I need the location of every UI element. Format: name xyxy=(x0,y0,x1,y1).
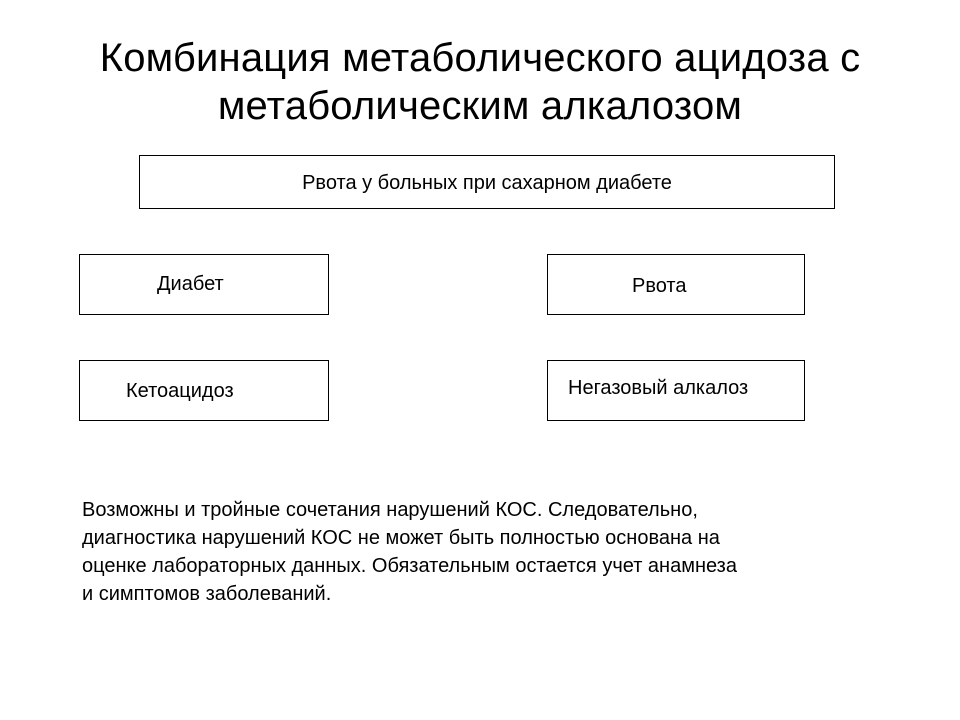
slide-title xyxy=(20,34,940,130)
box-ketoacidosis-label: Кетоацидоз xyxy=(126,380,234,402)
slide-title-line-2: метаболическим алкалозом xyxy=(217,84,743,128)
box-diabetes xyxy=(79,254,329,315)
note-paragraph xyxy=(82,496,902,608)
box-ketoacidosis xyxy=(79,360,329,421)
box-diabetes-label: Диабет xyxy=(157,273,224,295)
box-vomiting xyxy=(547,254,805,315)
note-line: диагностика нарушений КОС не может быть полностью основана на xyxy=(82,527,720,549)
note-line: оценке лабораторных данных. Обязательным остается учет анамнеза xyxy=(82,555,737,577)
top-box xyxy=(139,155,835,209)
box-vomiting-label: Рвота xyxy=(632,275,687,297)
note-line: Возможны и тройные сочетания нарушений КОС. Следовательно, xyxy=(82,499,698,521)
top-box-label: Рвота у больных при сахарном диабете xyxy=(302,172,672,194)
note-line: и симптомов заболеваний. xyxy=(82,583,332,605)
box-nongaseous-alkalosis xyxy=(547,360,805,421)
slide-title-line-1: Комбинация метаболического ацидоза с xyxy=(99,36,861,80)
box-nongaseous-alkalosis-label: Негазовый алкалоз xyxy=(568,377,749,399)
